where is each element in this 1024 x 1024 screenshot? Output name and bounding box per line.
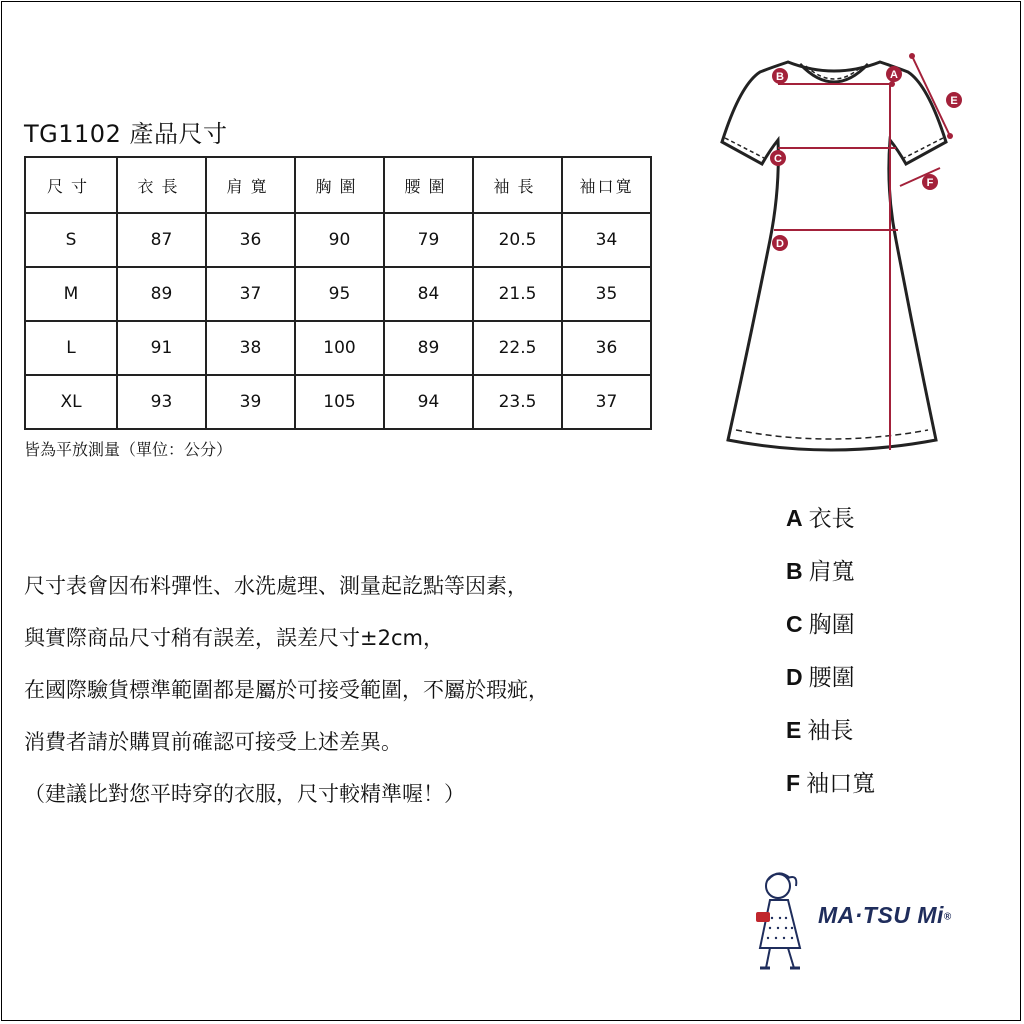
marker-b-letter: B <box>776 71 784 83</box>
marker-c-letter: C <box>774 153 782 165</box>
disclaimer-line: 在國際驗貨標準範圍都是屬於可接受範圍，不屬於瑕疵， <box>24 678 549 702</box>
table-cell: L <box>25 321 117 375</box>
table-cell: 105 <box>295 375 384 429</box>
marker-a-letter: A <box>890 69 898 81</box>
sleeve-line-end <box>947 133 953 139</box>
table-row <box>25 321 651 375</box>
table-cell: 34 <box>562 213 651 267</box>
header-sleeve-length: 袖長 <box>473 157 562 213</box>
table-cell: M <box>25 267 117 321</box>
table-cell: 37 <box>206 267 295 321</box>
measurement-legend <box>786 492 875 810</box>
table-cell: 38 <box>206 321 295 375</box>
table-cell: 37 <box>562 375 651 429</box>
header-size: 尺寸 <box>25 157 117 213</box>
table-cell: 91 <box>117 321 206 375</box>
table-cell: 100 <box>295 321 384 375</box>
page-title: TG1102 產品尺寸 <box>24 120 228 148</box>
brand-mascot-icon <box>752 868 814 978</box>
table-cell: 22.5 <box>473 321 562 375</box>
table-cell: 36 <box>562 321 651 375</box>
table-cell: 89 <box>117 267 206 321</box>
table-header-row <box>25 157 651 213</box>
header-waist: 腰圍 <box>384 157 473 213</box>
table-cell: 79 <box>384 213 473 267</box>
table-row <box>25 375 651 429</box>
table-cell: 84 <box>384 267 473 321</box>
table-cell: 39 <box>206 375 295 429</box>
legend-item: B 肩寬 <box>786 558 855 585</box>
table-cell: 94 <box>384 375 473 429</box>
sleeve-line-end <box>909 53 915 59</box>
table-cell: 87 <box>117 213 206 267</box>
legend-item: C 胸圍 <box>786 611 855 638</box>
table-cell: XL <box>25 375 117 429</box>
marker-e-letter: E <box>950 95 958 107</box>
table-cell: 90 <box>295 213 384 267</box>
disclaimer-line: 與實際商品尺寸稍有誤差，誤差尺寸±2cm， <box>24 626 444 650</box>
legend-item: F 袖口寬 <box>786 770 876 797</box>
table-cell: 23.5 <box>473 375 562 429</box>
marker-f-letter: F <box>926 177 934 189</box>
table-cell: 36 <box>206 213 295 267</box>
dress-outline <box>722 62 946 450</box>
table-cell: 21.5 <box>473 267 562 321</box>
legend-item: D 腰圍 <box>786 664 855 691</box>
header-cuff-width: 袖口寬 <box>562 157 651 213</box>
disclaimer-line: （建議比對您平時穿的衣服，尺寸較精準喔！） <box>24 782 465 806</box>
table-row <box>25 213 651 267</box>
table-cell: 95 <box>295 267 384 321</box>
size-table <box>24 156 652 430</box>
legend-item: E 袖長 <box>786 717 854 744</box>
disclaimer-line: 尺寸表會因布料彈性、水洗處理、測量起訖點等因素， <box>24 574 528 598</box>
marker-d-letter: D <box>776 238 784 250</box>
table-cell: 35 <box>562 267 651 321</box>
disclaimer-line: 消費者請於購買前確認可接受上述差異。 <box>24 730 402 754</box>
measurement-note: 皆為平放測量（單位：公分） <box>24 440 233 459</box>
table-row <box>25 267 651 321</box>
header-shoulder: 肩寬 <box>206 157 295 213</box>
disclaimer-text <box>24 560 549 820</box>
header-chest: 胸圍 <box>295 157 384 213</box>
table-cell: 89 <box>384 321 473 375</box>
dress-diagram <box>700 40 970 460</box>
table-cell: S <box>25 213 117 267</box>
header-length: 衣長 <box>117 157 206 213</box>
brand-logo: MA·TSU Mi® <box>818 902 952 928</box>
legend-item: A 衣長 <box>786 505 855 532</box>
table-cell: 20.5 <box>473 213 562 267</box>
table-cell: 93 <box>117 375 206 429</box>
